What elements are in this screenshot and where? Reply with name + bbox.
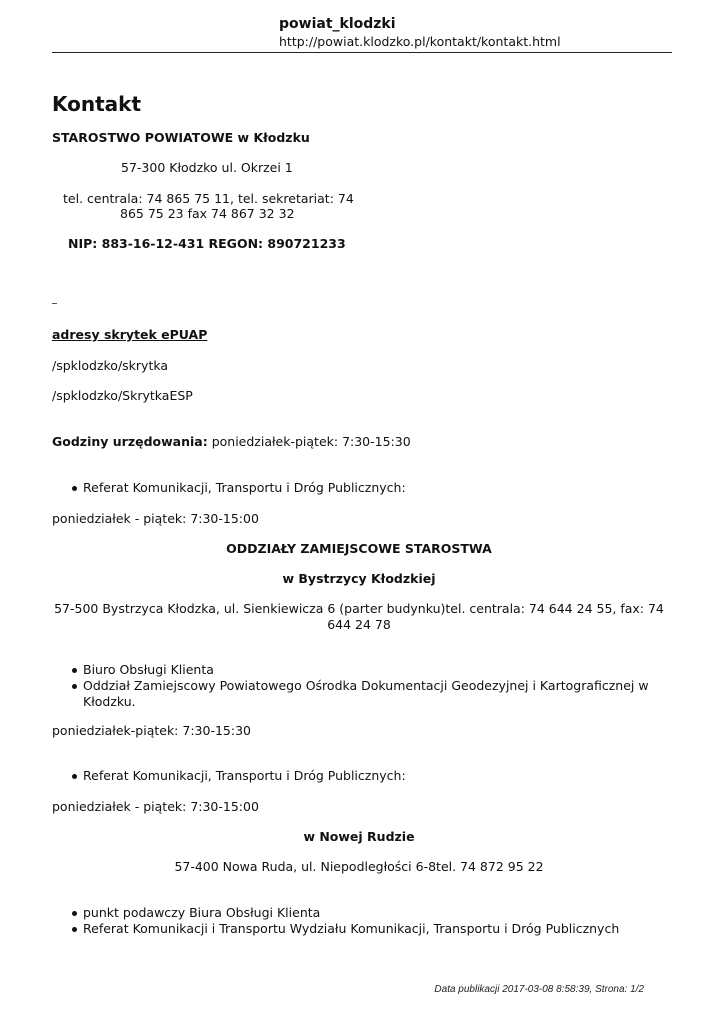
list-main-office (52, 480, 406, 496)
page-title: Kontakt (52, 92, 142, 116)
list-item: Referat Komunikacji i Transportu Wydziału Komunikacji, Transportu i Dróg Publicznych (52, 921, 619, 937)
phone-line-2: 865 75 23 fax 74 867 32 32 (120, 206, 295, 221)
bystrzyca-heading: w Bystrzycy Kłodzkiej (282, 571, 436, 586)
nowa-ruda-address: 57-400 Nowa Ruda, ul. Niepodległości 6-8tel. 74 872 95 22 (174, 859, 544, 874)
list-item: Biuro Obsługi Klienta (52, 662, 649, 678)
page-url[interactable]: http://powiat.klodzko.pl/kontakt/kontakt.html (279, 34, 561, 49)
list-item-continuation: Kłodzku. (83, 694, 136, 709)
publication-footer: Data publikacji 2017-03-08 8:58:39, Strona: 1/2 (434, 984, 644, 995)
list-item: Oddział Zamiejscowy Powiatowego Ośrodka Dokumentacji Geodezyjnej i Kartograficznej w (52, 678, 649, 694)
organization-name: STAROSTWO POWIATOWE w Kłodzku (52, 130, 310, 145)
anchor-mark (52, 303, 57, 304)
list-bystrzyca-referat (52, 768, 406, 784)
list-item: punkt podawczy Biura Obsługi Klienta (52, 905, 619, 921)
office-hours-label: Godziny urzędowania: (52, 434, 208, 449)
branches-heading: ODDZIAŁY ZAMIEJSCOWE STAROSTWA (226, 541, 492, 556)
bystrzyca-address-line-1: 57-500 Bystrzyca Kłodzka, ul. Sienkiewicza 6 (parter budynku)tel. centrala: 74 644 24 55, fax: 74 (54, 601, 664, 616)
nip-regon: NIP: 883-16-12-431 REGON: 890721233 (68, 236, 346, 251)
site-title: powiat_klodzki (279, 16, 396, 32)
office-hours-value: poniedziałek-piątek: 7:30-15:30 (207, 434, 411, 449)
list-bystrzyca (52, 662, 649, 710)
office-hours (52, 434, 411, 449)
phone-line-1: tel. centrala: 74 865 75 11, tel. sekretariat: 74 (63, 191, 354, 206)
list-item: Referat Komunikacji, Transportu i Dróg Publicznych: (52, 480, 406, 496)
list-nowa-ruda (52, 905, 619, 937)
nowa-ruda-heading: w Nowej Rudzie (303, 829, 415, 844)
epuap-address-1: /spklodzko/skrytka (52, 358, 169, 373)
epuap-heading: adresy skrytek ePUAP (52, 327, 208, 342)
bystrzyca-hours: poniedziałek-piątek: 7:30-15:30 (52, 723, 251, 738)
bystrzyca-referat-hours: poniedziałek - piątek: 7:30-15:00 (52, 799, 259, 814)
list-item: Referat Komunikacji, Transportu i Dróg Publicznych: (52, 768, 406, 784)
bystrzyca-address-line-2: 644 24 78 (327, 617, 391, 632)
epuap-address-2: /spklodzko/SkrytkaESP (52, 388, 193, 403)
referat-hours: poniedziałek - piątek: 7:30-15:00 (52, 511, 259, 526)
address: 57-300 Kłodzko ul. Okrzei 1 (121, 160, 293, 175)
header-divider (52, 52, 672, 53)
